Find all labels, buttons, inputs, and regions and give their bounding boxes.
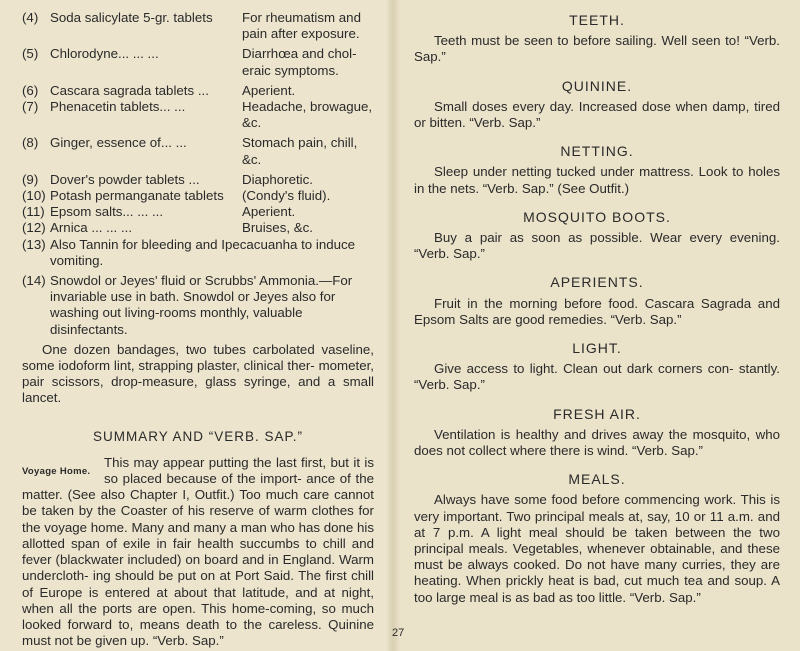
section-text: Give access to light. Clean out dark corners con- stantly. “Verb. Sap.” (414, 361, 780, 393)
section-heading: LIGHT. (572, 340, 622, 357)
item-number: (12) (22, 220, 46, 236)
list-item (22, 99, 374, 131)
item-name: Ginger, essence of... ... (50, 135, 187, 151)
item-name: Potash permanganate tablets (50, 188, 224, 204)
left-column (22, 10, 374, 649)
section-heading: TEETH. (569, 12, 625, 28)
right-column (414, 10, 780, 606)
item-use: Diarrhœa and chol- eraic symptoms. (242, 46, 357, 78)
item-name: Soda salicylate 5-gr. tablets (50, 10, 213, 25)
list-item (22, 10, 374, 42)
item-name: Phenacetin tablets... ... (50, 99, 186, 115)
list-item (22, 237, 374, 269)
section-heading: QUININE. (561, 77, 633, 94)
item-use: Diaphoretic. (242, 171, 313, 187)
section-heading: MOSQUITO BOOTS. (523, 208, 671, 225)
section-text: Small doses every day. Increased dose when damp, tired or bitten. “Verb. Sap.” (414, 98, 780, 131)
section-heading: NETTING. (560, 143, 634, 160)
item-use: Aperient. (242, 204, 296, 220)
item-name: Cascara sagrada tablets ... (50, 82, 209, 98)
section-text: Fruit in the morning before food. Cascara Sagrada and Epsom Salts are good remedies. “Verb. Sap.” (414, 295, 780, 327)
section-text: Buy a pair as soon as possible. Wear every evening. “Verb. Sap.” (414, 230, 780, 262)
section-heading: APERIENTS. (550, 274, 644, 291)
page-number: 27 (392, 627, 405, 639)
list-item (22, 83, 374, 99)
item-name: Epsom salts... ... ... (50, 204, 164, 220)
book-gutter (386, 0, 400, 651)
section-text: Ventilation is healthy and drives away the mosquito, who does not collect where there is wind. “Verb. Sap.” (414, 426, 780, 459)
item-use: Headache, browague, &c. (242, 99, 373, 131)
list-item (22, 188, 374, 204)
item-use: Aperient. (242, 82, 296, 98)
section-heading: FRESH AIR. (553, 405, 641, 422)
item-number: (6) (22, 82, 39, 98)
item-number: (8) (22, 135, 39, 151)
list-item (22, 135, 374, 167)
section-text: Always have some food before commencing work. This is very important. Two principal meals at, say, 10 or 11 a.m. and at 7 p.m. A light meal should be taken between the two principal meals. Vegetables, whenever obtainable, and these must be always cooked. Do not have many curries, they are heating. When prickly heat is bad, cut much tea and soup. A too large meal is as bad as too little. “Verb. Sap.” (414, 492, 780, 605)
item-number: (9) (22, 171, 39, 187)
item-number: (10) (22, 188, 46, 204)
list-item (22, 204, 374, 220)
section-heading: SUMMARY AND “VERB. SAP.” (92, 428, 304, 444)
item-name: Dover's powder tablets ... (50, 171, 200, 187)
item-name: Arnica ... ... ... (50, 220, 133, 236)
item-name: Chlorodyne... ... ... (50, 46, 159, 62)
item-number: (7) (22, 99, 39, 115)
list-item (22, 273, 374, 338)
list-item (22, 172, 374, 188)
item-number: (5) (22, 46, 39, 62)
item-number: (13) (22, 236, 46, 252)
list-item (22, 46, 374, 78)
item-use: Stomach pain, chill, &c. (242, 135, 358, 167)
item-number: (4) (22, 10, 39, 25)
list-item (22, 220, 374, 236)
item-use: For rheumatism and pain after exposure. (242, 10, 361, 42)
section-text: Sleep under netting tucked under mattress. Look to holes in the nets. “Verb. Sap.” (See Outfit.) (414, 164, 780, 196)
item-text: Also Tannin for bleeding and Ipecacuanha to induce vomiting. (50, 236, 356, 268)
side-heading: Voyage Home. (22, 465, 91, 477)
supplies-paragraph: One dozen bandages, two tubes carbolated vaseline, some iodoform lint, strapping plaster, clinical ther- mometer, pair scissors, drop-measure, glass syringe, and a small lancet. (22, 341, 374, 406)
item-use: Bruises, &c. (242, 220, 313, 236)
item-number: (14) (22, 273, 46, 289)
item-use: (Condy's fluid). (242, 188, 331, 204)
item-number: (11) (22, 204, 45, 220)
voyage-home-section (22, 455, 374, 649)
section-heading: MEALS. (568, 471, 626, 488)
section-text: Teeth must be seen to before sailing. Well seen to! “Verb. Sap.” (414, 33, 780, 65)
voyage-home-text: This may appear putting the last first, but it is so placed because of the import- ance of the matter. (See also Chapter I, Outfit.) Too much care cannot be taken by the Coaster of his reserve of warm clothes for the voyage home. Many and many a man who has done his allotted span of exile in fair health succumbs to chill and fever (blackwater included) on board and in England. Warm undercloth- ing should be put on at Port Said. The first chill of Europe is entered at about that latitude, and at night, when all the ports are open. This home-coming, so much looked forward to, means death to the careless. Quinine must not be given up. “Verb. Sap.” (22, 454, 374, 649)
item-text: Snowdol or Jeyes' fluid or Scrubbs' Ammonia.—For invariable use in bath. Snowdol or Jeyes also for washing out living-rooms monthly, valuable disinfectants. (50, 273, 353, 337)
